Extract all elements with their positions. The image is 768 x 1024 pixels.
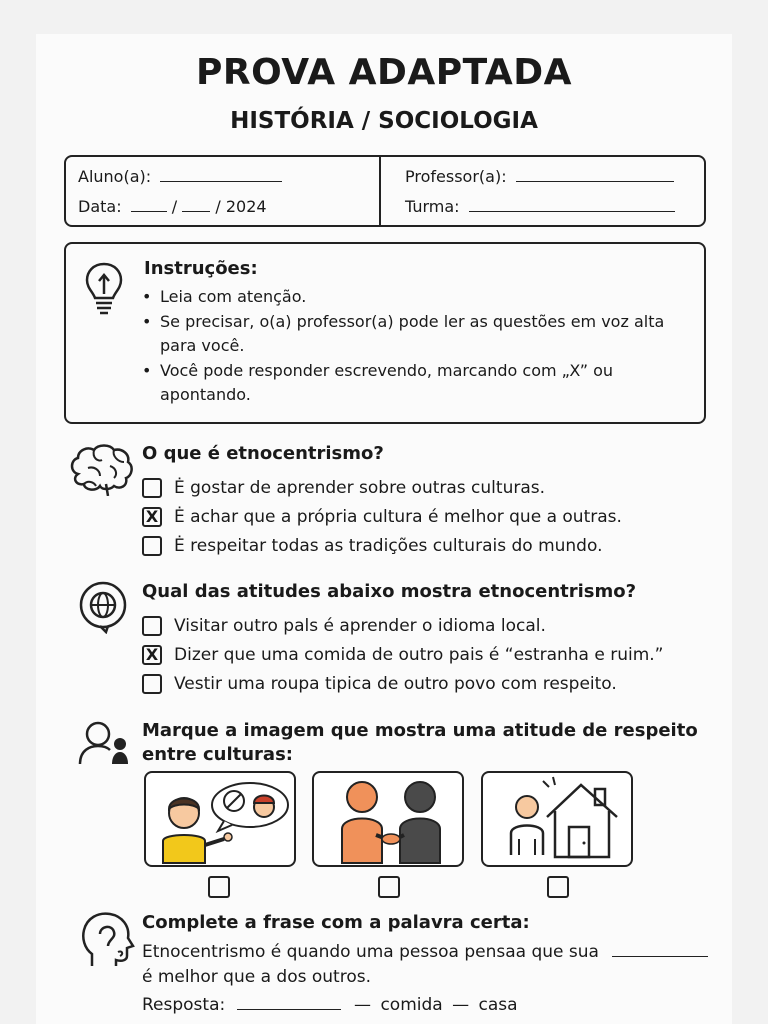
- info-divider: [379, 157, 381, 225]
- q1-option-1[interactable]: [142, 476, 545, 500]
- instruction-item: • Se precisar, o(a) professor(a) pode ler as questões em voz alta para você.: [142, 310, 682, 358]
- q1-option-1-checkbox[interactable]: [142, 478, 162, 498]
- image-option-1-checkbox[interactable]: [208, 876, 230, 898]
- class-line[interactable]: [469, 197, 675, 212]
- fill-sentence-text: Etnocentrismo é quando uma pessoa pensaa que sua: [142, 942, 599, 962]
- student-field[interactable]: [78, 167, 282, 186]
- q2-option-1-label: Visitar outro pals é aprender o idioma local.: [174, 616, 546, 636]
- q1-option-1-label: Ė gostar de aprender sobre outras culturas.: [174, 478, 546, 498]
- question-1-title: O que é etnocentrismo?: [142, 443, 384, 464]
- handshake-illustration: [314, 773, 462, 865]
- instructions-box: [64, 242, 706, 424]
- globe-chat-icon: [76, 580, 130, 634]
- date-label: Data:: [78, 197, 122, 216]
- house-person-illustration: [483, 773, 631, 865]
- answer-dash: —: [354, 995, 372, 1015]
- page-subtitle: HISTÓRIA / SOCIOLOGIA: [230, 108, 538, 134]
- page-title: PROVA ADAPTADA: [196, 52, 572, 93]
- class-label: Turma:: [405, 197, 460, 216]
- fill-sentence-line-2: é melhor que a dos outros.: [142, 967, 371, 987]
- fill-sentence-line-1: [142, 942, 708, 962]
- q2-option-3[interactable]: [142, 672, 617, 696]
- answer-blank[interactable]: [237, 995, 341, 1010]
- people-icon: [76, 718, 132, 768]
- class-field[interactable]: [405, 197, 675, 216]
- choice-comida[interactable]: comida: [380, 995, 443, 1015]
- q2-option-3-checkbox[interactable]: [142, 674, 162, 694]
- student-line[interactable]: [160, 167, 282, 182]
- instructions-title: Instruções:: [144, 258, 258, 279]
- fill-blank[interactable]: [612, 942, 708, 957]
- image-option-1[interactable]: [144, 771, 296, 867]
- q2-option-1-checkbox[interactable]: [142, 616, 162, 636]
- instruction-item: • Leia com atenção.: [142, 285, 682, 309]
- instructions-list: [142, 285, 682, 408]
- brain-icon: [68, 444, 134, 496]
- q1-option-3-label: Ė respeitar todas as tradições culturais do mundo.: [174, 536, 603, 556]
- date-year: / 2024: [215, 197, 267, 216]
- answer-label: Resposta:: [142, 995, 226, 1015]
- teacher-label: Professor(a):: [405, 167, 507, 186]
- image-option-3[interactable]: [481, 771, 633, 867]
- q1-option-2[interactable]: [142, 505, 622, 529]
- disrespect-illustration: [146, 773, 294, 865]
- date-field[interactable]: [78, 197, 267, 216]
- q2-option-2-label: Dizer que uma comida de outro pais é “estranha e ruim.”: [174, 645, 664, 665]
- choice-casa[interactable]: casa: [478, 995, 518, 1015]
- answer-dash: —: [452, 995, 470, 1015]
- teacher-field[interactable]: [405, 167, 674, 186]
- question-2-title: Qual das atitudes abaixo mostra etnocentrismo?: [142, 581, 637, 602]
- q1-option-2-label: Ė achar que a própria cultura é melhor que a outras.: [174, 507, 622, 527]
- instruction-item: • Você pode responder escrevendo, marcando com „X” ou apontando.: [142, 359, 682, 407]
- student-info-box: [64, 155, 706, 227]
- student-label: Aluno(a):: [78, 167, 152, 186]
- date-separator: /: [171, 197, 178, 216]
- date-day-line[interactable]: [131, 197, 167, 212]
- head-thinking-icon: [78, 910, 136, 970]
- q2-option-2[interactable]: [142, 643, 663, 667]
- q1-option-3[interactable]: [142, 534, 602, 558]
- q1-option-3-checkbox[interactable]: [142, 536, 162, 556]
- answer-row: [142, 995, 518, 1015]
- lightbulb-icon: [84, 260, 124, 320]
- teacher-line[interactable]: [516, 167, 674, 182]
- question-4-title: Complete a frase com a palavra certa:: [142, 912, 530, 933]
- image-option-2[interactable]: [312, 771, 464, 867]
- question-3-title-line-2: entre culturas:: [142, 744, 293, 765]
- image-option-3-checkbox[interactable]: [547, 876, 569, 898]
- image-option-2-checkbox[interactable]: [378, 876, 400, 898]
- q2-option-3-label: Vestir uma roupa tipica de outro povo com respeito.: [174, 674, 617, 694]
- date-month-line[interactable]: [182, 197, 210, 212]
- q2-option-2-checkbox[interactable]: X: [142, 645, 162, 665]
- question-3-title-line-1: Marque a imagem que mostra uma atitude de respeito: [142, 720, 698, 741]
- q2-option-1[interactable]: [142, 614, 546, 638]
- q1-option-2-checkbox[interactable]: X: [142, 507, 162, 527]
